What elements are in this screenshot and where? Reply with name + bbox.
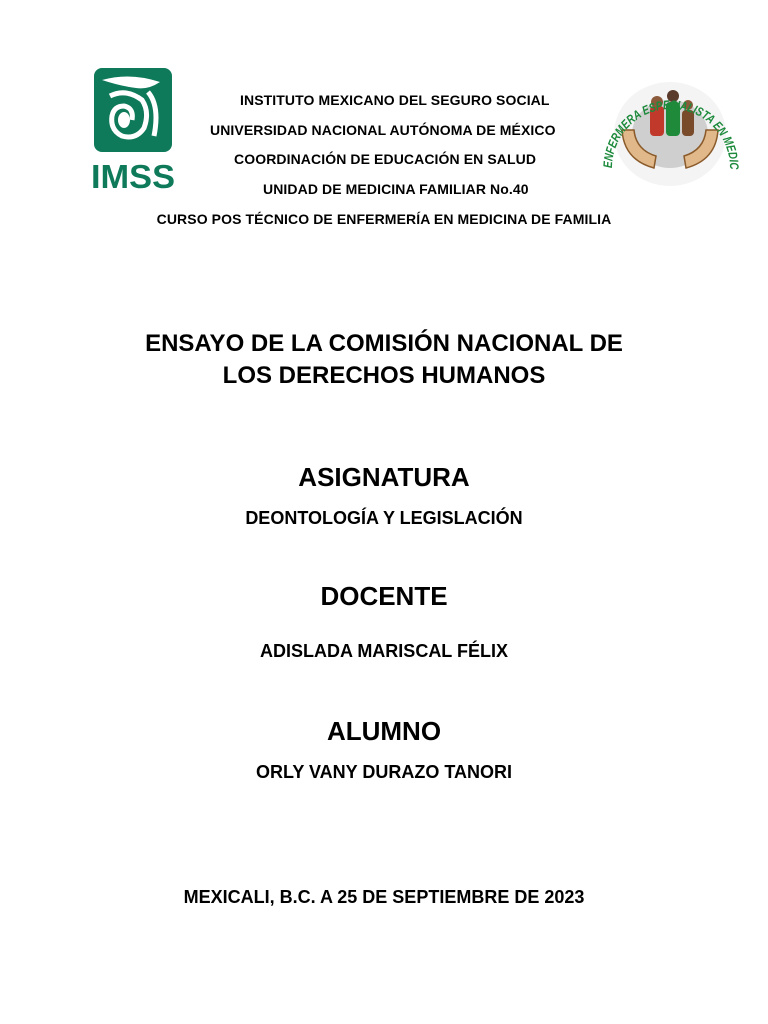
imss-logo-text: IMSS (91, 158, 175, 192)
teacher-heading: DOCENTE (320, 581, 448, 611)
place-and-date: MEXICALI, B.C. A 25 DE SEPTIEMBRE DE 2023 (183, 887, 585, 907)
essay-title (0, 328, 768, 392)
seal-ring-text: ENFERMERA ESPECIALISTA EN MEDIC (600, 97, 742, 172)
teacher-value: ADISLADA MARISCAL FÉLIX (259, 641, 508, 661)
nursing-seal-logo (584, 60, 750, 202)
essay-title-line-2: LOS DERECHOS HUMANOS (222, 362, 546, 389)
student-heading: ALUMNO (326, 716, 442, 746)
imss-logo (90, 66, 178, 192)
student-value: ORLY VANY DURAZO TANORI (255, 762, 513, 782)
nursing-seal-icon (584, 60, 750, 202)
header-line-unit: UNIDAD DE MEDICINA FAMILIAR No.40 (263, 181, 529, 197)
header-line-unam: UNIVERSIDAD NACIONAL AUTÓNOMA DE MÉXICO (210, 122, 556, 138)
subject-value: DEONTOLOGÍA Y LEGISLACIÓN (245, 508, 523, 528)
subject-heading: ASIGNATURA (298, 462, 470, 492)
course-name: CURSO POS TÉCNICO DE ENFERMERÍA EN MEDICINA DE FAMILIA (156, 211, 612, 227)
imss-logo-icon (90, 66, 178, 192)
header-line-imss: INSTITUTO MEXICANO DEL SEGURO SOCIAL (240, 92, 550, 108)
essay-title-line-1: ENSAYO DE LA COMISIÓN NACIONAL DE (145, 330, 623, 357)
header-line-coordination: COORDINACIÓN DE EDUCACIÓN EN SALUD (234, 151, 537, 167)
